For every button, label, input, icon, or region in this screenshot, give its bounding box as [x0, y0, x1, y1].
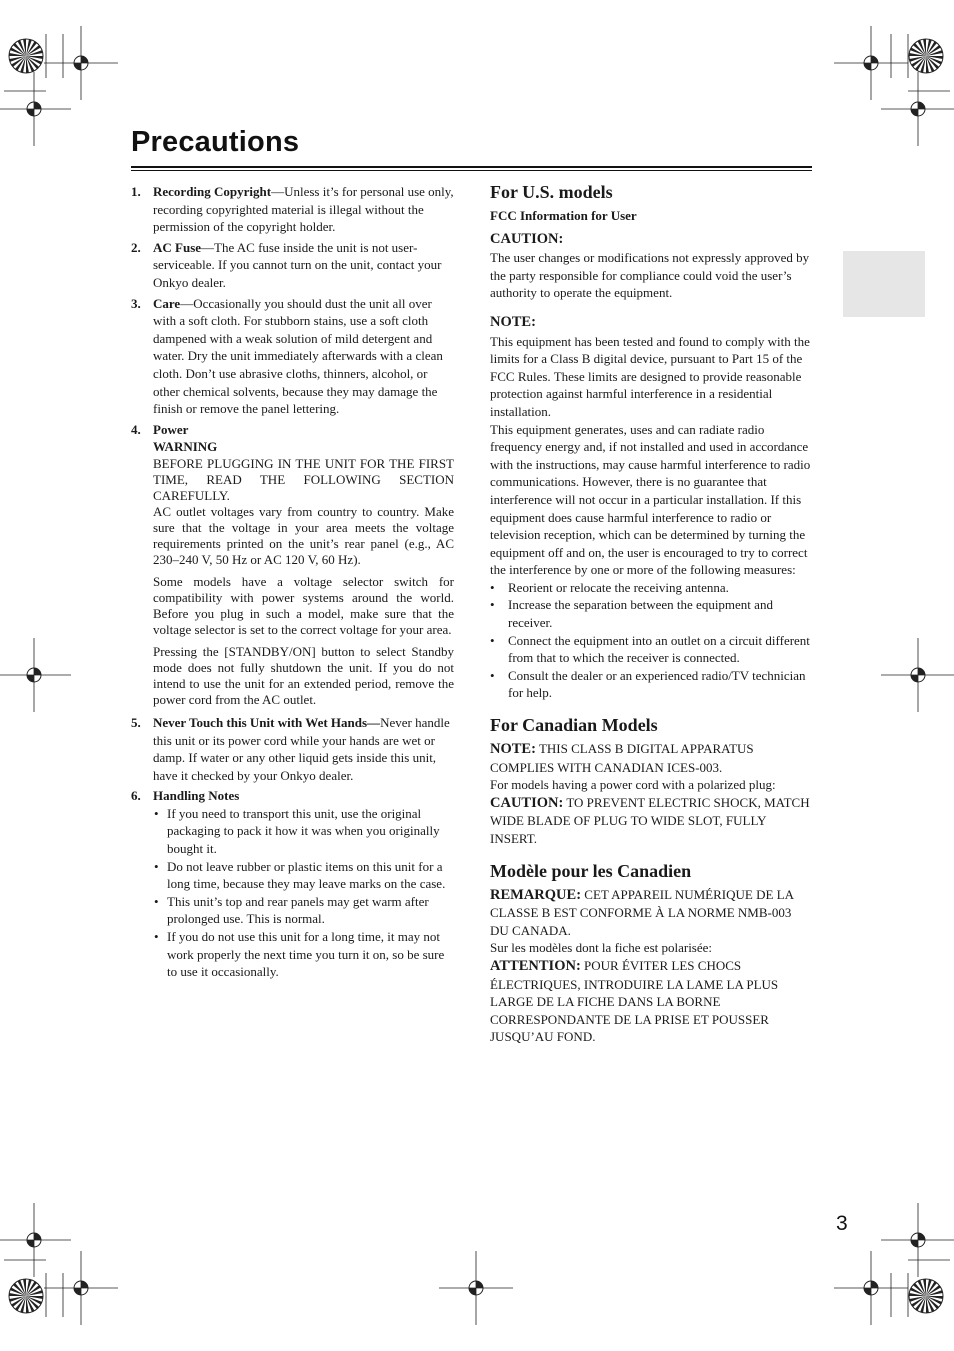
warning-text: BEFORE PLUGGING IN THE UNIT FOR THE FIRST TIME, READ THE FOLLOWING SECTION CAREFULLY.	[153, 455, 454, 503]
precaution-item-5	[131, 714, 454, 784]
note-label: NOTE:	[490, 313, 536, 330]
fcc-heading: FCC Information for User	[490, 208, 637, 223]
note-text: THIS CLASS B DIGITAL APPARATUS COMPLIES WITH CANADIAN ICES-003.	[490, 741, 754, 775]
caution-text: The user changes or modifications not expressly approved by the party responsible for compliance could void the user’s authority to operate the equipment.	[490, 250, 810, 301]
title-rule	[131, 166, 812, 171]
caution-label: CAUTION:	[490, 230, 564, 247]
attention-label: ATTENTION:	[490, 957, 581, 974]
list-item: • If you do not use this unit for a long time, it may not work properly the next time you turn it on, so be sure to use it occasionally.	[154, 929, 445, 980]
item-text: —Unless it’s for personal use only, recording copyrighted material is illegal without the permission of the copyright holder.	[153, 184, 454, 235]
remarque-text: CET APPAREIL NUMÉRIQUE DE LA CLASSE B EST CONFORME À LA NORME NMB-003 DU CANADA.	[490, 886, 794, 938]
page-title: Precautions	[131, 126, 300, 158]
attention-text: POUR ÉVITER LES CHOCS ÉLECTRIQUES, INTRODUIRE LA LAME LA PLUS LARGE DE LA FICHE DANS LA BORNE CORRESPONDANTE DE LA PRISE ET POUSSER JUSQU’AU FOND.	[490, 957, 779, 1045]
item-number: 2.	[131, 239, 141, 255]
precaution-item-6	[131, 787, 454, 981]
list-item: • This unit’s top and rear panels may get warm after prolonged use. This is normal.	[154, 893, 429, 927]
power-paragraph-2: Some models have a voltage selector switch for compatibility with power systems around the world. Before you plug in such a model, make sure that the voltage selector is set to the correct voltage for your area.	[153, 573, 454, 637]
list-item: • Reorient or relocate the receiving antenna.	[490, 579, 729, 595]
polarized-plug-text-fr: Sur les modèles dont la fiche est polarisée:	[490, 940, 713, 956]
canada-note	[490, 740, 813, 776]
note-paragraph-2: This equipment generates, uses and can radiate radio frequency energy and, if not installed and used in accordance with the instructions, may cause harmful interference to radio communications. However, there is no guarantee that interference will not occur in a particular installation. If this equipment does cause harmful interference to radio or television reception, which can be determined by turning the equipment off and on, the user is encouraged to try to correct the interference by one or more of the following measures:	[490, 421, 811, 578]
item-heading: Never Touch this Unit with Wet Hands—	[153, 714, 381, 730]
precaution-item-3	[131, 295, 454, 418]
power-paragraph-1: AC outlet voltages vary from country to country. Make sure that the voltage in your area meets the voltage requirements printed on the unit’s rear panel (e.g., AC 230–240 V, 50 Hz or AC 120 V, 60 Hz).	[153, 503, 454, 567]
interference-measures-list	[490, 579, 813, 702]
item-heading: AC Fuse	[153, 239, 202, 255]
page-number: 3	[836, 1212, 848, 1235]
item-number: 5.	[131, 714, 141, 730]
list-item: • Increase the separation between the equipment and receiver.	[490, 597, 773, 631]
polarized-plug-text: For models having a power cord with a polarized plug:	[490, 777, 776, 793]
caution-text: TO PREVENT ELECTRIC SHOCK, MATCH WIDE BLADE OF PLUG TO WIDE SLOT, FULLY INSERT.	[490, 794, 810, 846]
note-paragraph-1: This equipment has been tested and found to comply with the limits for a Class B digital device, pursuant to Part 15 of the FCC Rules. These limits are designed to provide reasonable protection against harmful interference in a residential installation.	[490, 333, 810, 419]
item-heading: Care	[153, 295, 181, 311]
caution-label: CAUTION:	[490, 794, 564, 811]
canadian-models-heading: For Canadian Models	[490, 715, 658, 736]
french-canadian-heading: Modèle pour les Canadien	[490, 860, 692, 881]
item-text: —Occasionally you should dust the unit all over with a soft cloth. For stubborn stains, use a soft cloth dampened with a weak solution of mild detergent and water. Dry the unit immediately afterwards with a clean cloth. Don’t use abrasive cloths, thinners, alcohol, or other chemical solvents, because they may damage the finish or remove the panel lettering.	[153, 295, 443, 417]
item-number: 6.	[131, 788, 141, 804]
precaution-item-4-power	[131, 421, 454, 708]
item-text: Never handle this unit or its power cord while your hands are wet or damp. If water or any other liquid gets inside this unit, have it checked by your Onkyo dealer.	[153, 714, 450, 783]
handling-notes-list	[153, 805, 454, 981]
left-column	[131, 183, 454, 984]
section-tab	[843, 251, 925, 317]
list-item: • If you need to transport this unit, use the original packaging to pack it how it was when you originally bought it.	[154, 805, 440, 857]
note-label: NOTE:	[490, 741, 536, 758]
remarque-label: REMARQUE:	[490, 886, 582, 903]
right-column	[490, 181, 813, 1046]
warning-label: WARNING	[153, 439, 218, 455]
item-heading: Recording Copyright	[153, 184, 272, 199]
list-item: • Consult the dealer or an experienced radio/TV technician for help.	[490, 667, 806, 701]
item-heading: Power	[153, 421, 189, 437]
precaution-item-2	[131, 239, 454, 292]
item-number: 3.	[131, 295, 141, 311]
item-number: 4.	[131, 421, 141, 437]
attention	[490, 957, 813, 1046]
precaution-item-1	[131, 183, 454, 236]
item-text: —The AC fuse inside the unit is not user-serviceable. If you cannot turn on the unit, contact your Onkyo dealer.	[153, 239, 442, 290]
us-models-heading: For U.S. models	[490, 182, 613, 202]
canada-caution	[490, 794, 813, 848]
item-number: 1.	[131, 184, 141, 199]
item-heading: Handling Notes	[153, 788, 240, 804]
remarque	[490, 886, 813, 940]
list-item: • Connect the equipment into an outlet on a circuit different from that to which the receiver is connected.	[490, 632, 810, 666]
list-item: • Do not leave rubber or plastic items on this unit for a long time, because they may leave marks on the case.	[154, 858, 446, 892]
power-paragraph-3: Pressing the [STANDBY/ON] button to select Standby mode does not fully shutdown the unit. If you do not intend to use the unit for an extended period, remove the power cord from the AC outlet.	[153, 643, 454, 707]
